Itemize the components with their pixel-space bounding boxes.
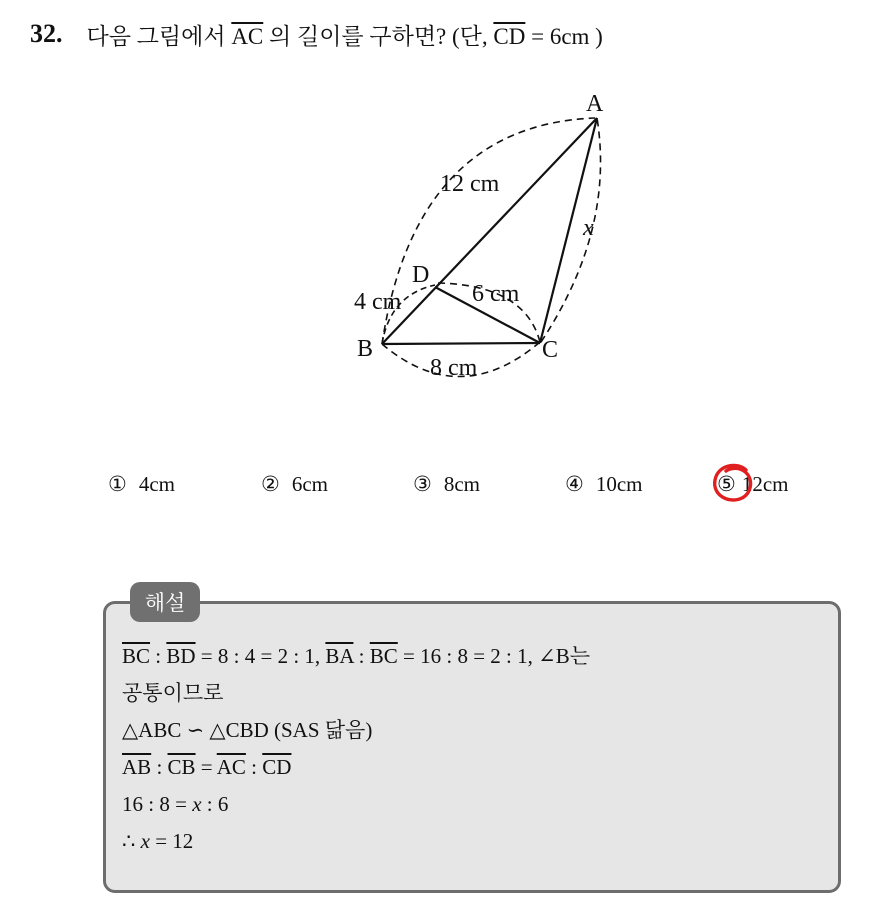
solution-line-4 bbox=[122, 749, 832, 786]
label-bd: 4 cm bbox=[354, 289, 402, 315]
label-ad: 12 cm bbox=[440, 171, 500, 197]
seg-bd: $\overline{BD}$ bbox=[166, 644, 196, 668]
choice-number: ⑤ bbox=[717, 471, 736, 496]
solution-line-1 bbox=[122, 638, 832, 675]
choice-number: ② bbox=[261, 471, 280, 496]
choice-text: 4cm bbox=[138, 471, 175, 496]
question-text bbox=[87, 18, 603, 51]
question-suffix: = 6cm ) bbox=[525, 23, 603, 49]
solution-line-6 bbox=[122, 823, 832, 860]
side-ba bbox=[382, 118, 597, 344]
choice-text: 10cm bbox=[595, 471, 643, 496]
vertex-a: A bbox=[586, 91, 604, 117]
choice-3[interactable] bbox=[413, 464, 480, 504]
triangle-figure bbox=[330, 80, 650, 390]
text-part: = bbox=[195, 755, 217, 779]
text-part: = 12 bbox=[149, 829, 194, 853]
solution-line-5 bbox=[122, 786, 832, 823]
text-part: : bbox=[353, 644, 370, 668]
triangle-diagram bbox=[330, 80, 650, 390]
seg-bc: $\overline{BC}$ bbox=[122, 644, 151, 668]
text-part: ∴ bbox=[122, 829, 141, 853]
text-part: : bbox=[245, 755, 263, 779]
vertex-d: D bbox=[412, 262, 430, 288]
text-part: 16 : 8 = bbox=[122, 792, 193, 816]
label-bc: 8 cm bbox=[430, 355, 478, 381]
solution-line-2: 공통이므로 bbox=[122, 681, 224, 705]
text-part: : bbox=[150, 644, 167, 668]
seg-bc: $\overline{BC}$ bbox=[369, 644, 398, 668]
solution-content bbox=[122, 638, 832, 860]
segment-cd: $\overline{CD}$ bbox=[493, 23, 526, 49]
seg-ba: $\overline{BA}$ bbox=[325, 644, 354, 668]
text-part: : 6 bbox=[201, 792, 229, 816]
seg-cd: $\overline{CD}$ bbox=[262, 755, 292, 779]
seg-cb: $\overline{CB}$ bbox=[167, 755, 196, 779]
variable-x: x bbox=[140, 829, 150, 853]
question-number: 32. bbox=[30, 19, 63, 48]
side-bc bbox=[382, 343, 540, 344]
variable-x: x bbox=[192, 792, 202, 816]
answer-choices bbox=[108, 464, 848, 504]
solution-tab: 해설 bbox=[130, 582, 200, 622]
choice-4[interactable] bbox=[565, 464, 642, 504]
choice-1[interactable] bbox=[108, 464, 175, 504]
vertex-c: C bbox=[542, 337, 559, 363]
choice-5[interactable] bbox=[717, 464, 788, 504]
choice-number: ① bbox=[108, 471, 127, 496]
text-part: = 8 : 4 = 2 : 1, bbox=[195, 644, 326, 668]
choice-text: 8cm bbox=[443, 471, 480, 496]
text-part: = 16 : 8 = 2 : 1, ∠B는 bbox=[397, 644, 591, 668]
choice-2[interactable] bbox=[261, 464, 328, 504]
label-ac: x bbox=[583, 215, 594, 241]
choice-text: 12cm bbox=[741, 471, 789, 496]
segment-ac: $\overline{AC}$ bbox=[231, 23, 264, 49]
choice-text: 6cm bbox=[291, 471, 328, 496]
text-part: : bbox=[151, 755, 168, 779]
vertex-b: B bbox=[357, 336, 374, 362]
seg-ac: $\overline{AC}$ bbox=[216, 755, 246, 779]
question-line bbox=[30, 14, 603, 54]
label-dc: 6 cm bbox=[472, 281, 520, 307]
question-prefix: 다음 그림에서 bbox=[86, 23, 232, 49]
choice-number: ④ bbox=[565, 471, 584, 496]
choice-number: ③ bbox=[413, 471, 432, 496]
question-middle: 의 길이를 구하면? (단, bbox=[263, 23, 494, 49]
seg-ab: $\overline{AB}$ bbox=[122, 755, 152, 779]
solution-line-3: △ABC ∽ △CBD (SAS 닮음) bbox=[122, 718, 373, 742]
